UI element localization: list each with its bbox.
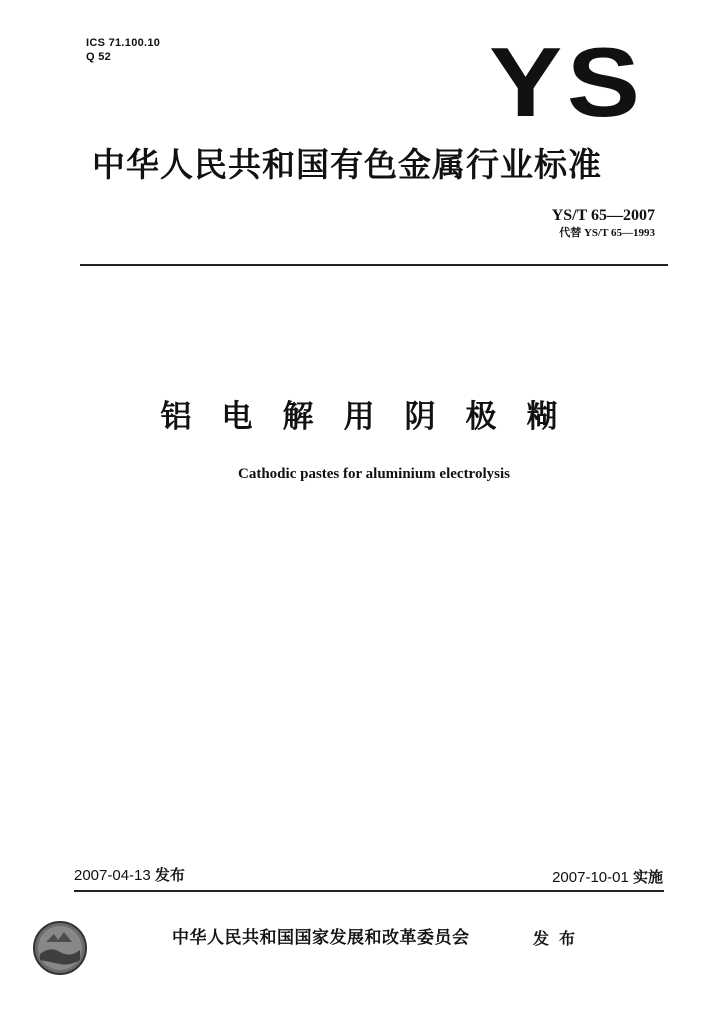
header-divider (80, 264, 668, 266)
effective-date (552, 868, 663, 888)
ccs-code: Q 52 (86, 51, 112, 63)
issuing-authority: 中华人民共和国国家发展和改革委员会 (172, 928, 470, 948)
effective-date-label: 实施 (632, 869, 663, 886)
footer-divider (74, 890, 664, 892)
classification-codes (86, 36, 160, 64)
publish-date-label: 发布 (154, 867, 185, 884)
publish-date-value: 2007-04-13 (74, 867, 151, 884)
seal-icon (32, 920, 88, 976)
standard-number: YS/T 65—2007 (551, 207, 655, 224)
industry-standard-title: 中华人民共和国有色金属行业标准 (92, 145, 602, 184)
document-title-cn: 铝电解用阴极糊 (160, 399, 588, 435)
issue-label: 发布 (533, 929, 586, 948)
publish-date (74, 866, 185, 886)
standard-number-block (552, 206, 655, 240)
document-title-en: Cathodic pastes for aluminium electrolysis (238, 466, 510, 482)
ics-code: ICS 71.100.10 (86, 37, 161, 49)
ys-logo: YS (489, 27, 645, 137)
replaces-standard: 代替 YS/T 65—1993 (559, 227, 655, 239)
effective-date-value: 2007-10-01 (552, 869, 629, 886)
